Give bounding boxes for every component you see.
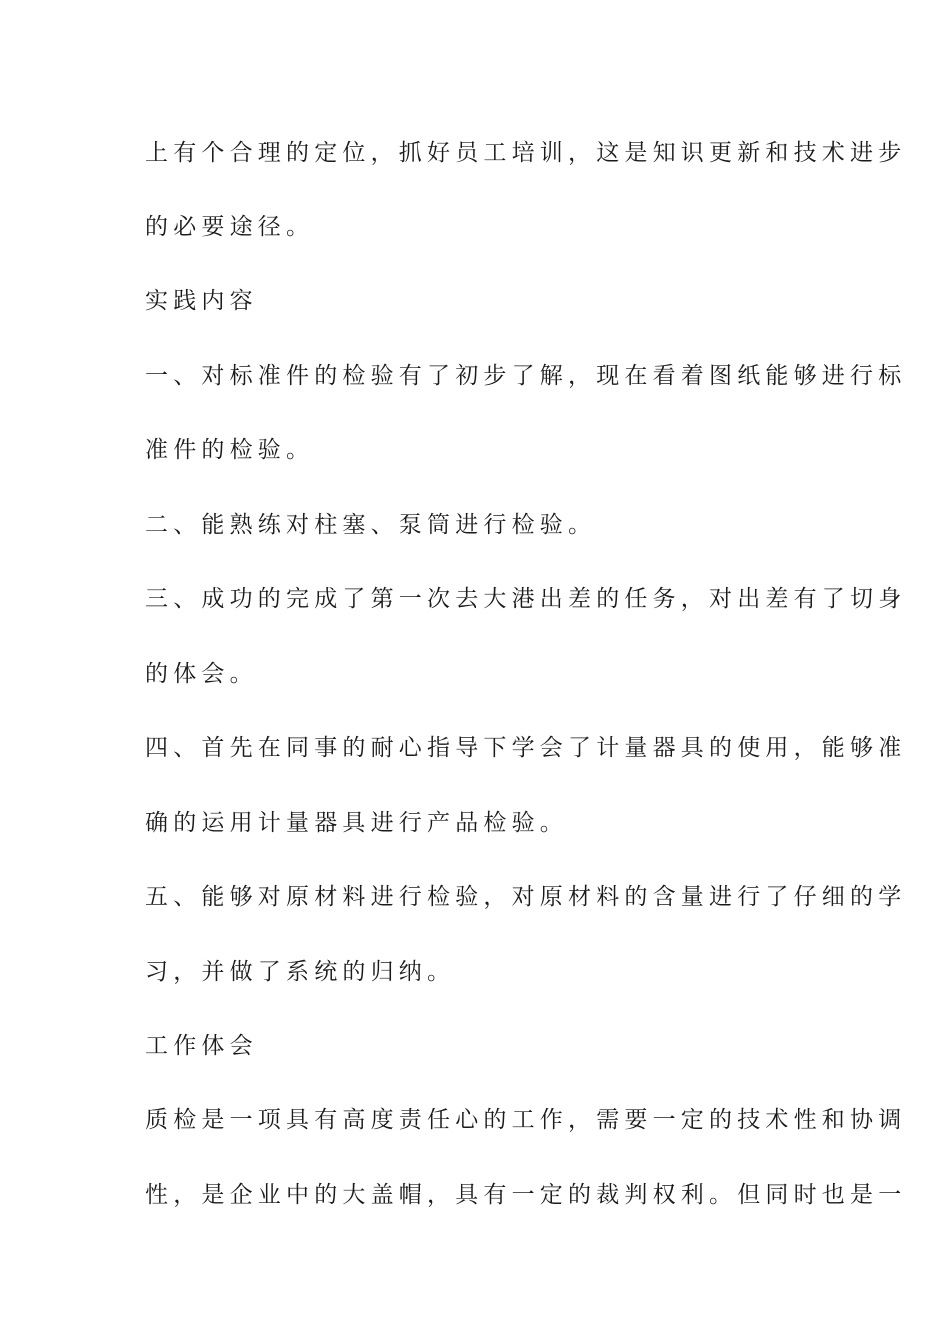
text-line: 二、能熟练对柱塞、泵筒进行检验。	[145, 512, 597, 538]
text-line: 三、成功的完成了第一次去大港出差的任务，对出差有了切身	[145, 586, 907, 612]
text-line: 的必要途径。	[145, 214, 315, 240]
text-line: 上有个合理的定位，抓好员工培训，这是知识更新和技术进步	[145, 140, 907, 166]
section-heading: 工作体会	[145, 1033, 258, 1059]
text-line: 确的运用计量器具进行产品检验。	[145, 810, 568, 836]
text-line: 的体会。	[145, 661, 258, 687]
text-line: 五、能够对原材料进行检验，对原材料的含量进行了仔细的学	[145, 884, 907, 910]
text-line: 质检是一项具有高度责任心的工作，需要一定的技术性和协调	[145, 1107, 907, 1133]
text-line: 四、首先在同事的耐心指导下学会了计量器具的使用，能够准	[145, 735, 907, 761]
text-line: 一、对标准件的检验有了初步了解，现在看着图纸能够进行标	[145, 363, 907, 389]
section-heading: 实践内容	[145, 288, 258, 314]
text-line: 习，并做了系统的归纳。	[145, 959, 456, 985]
text-line: 准件的检验。	[145, 437, 315, 463]
text-line: 性，是企业中的大盖帽，具有一定的裁判权利。但同时也是一	[145, 1182, 907, 1208]
